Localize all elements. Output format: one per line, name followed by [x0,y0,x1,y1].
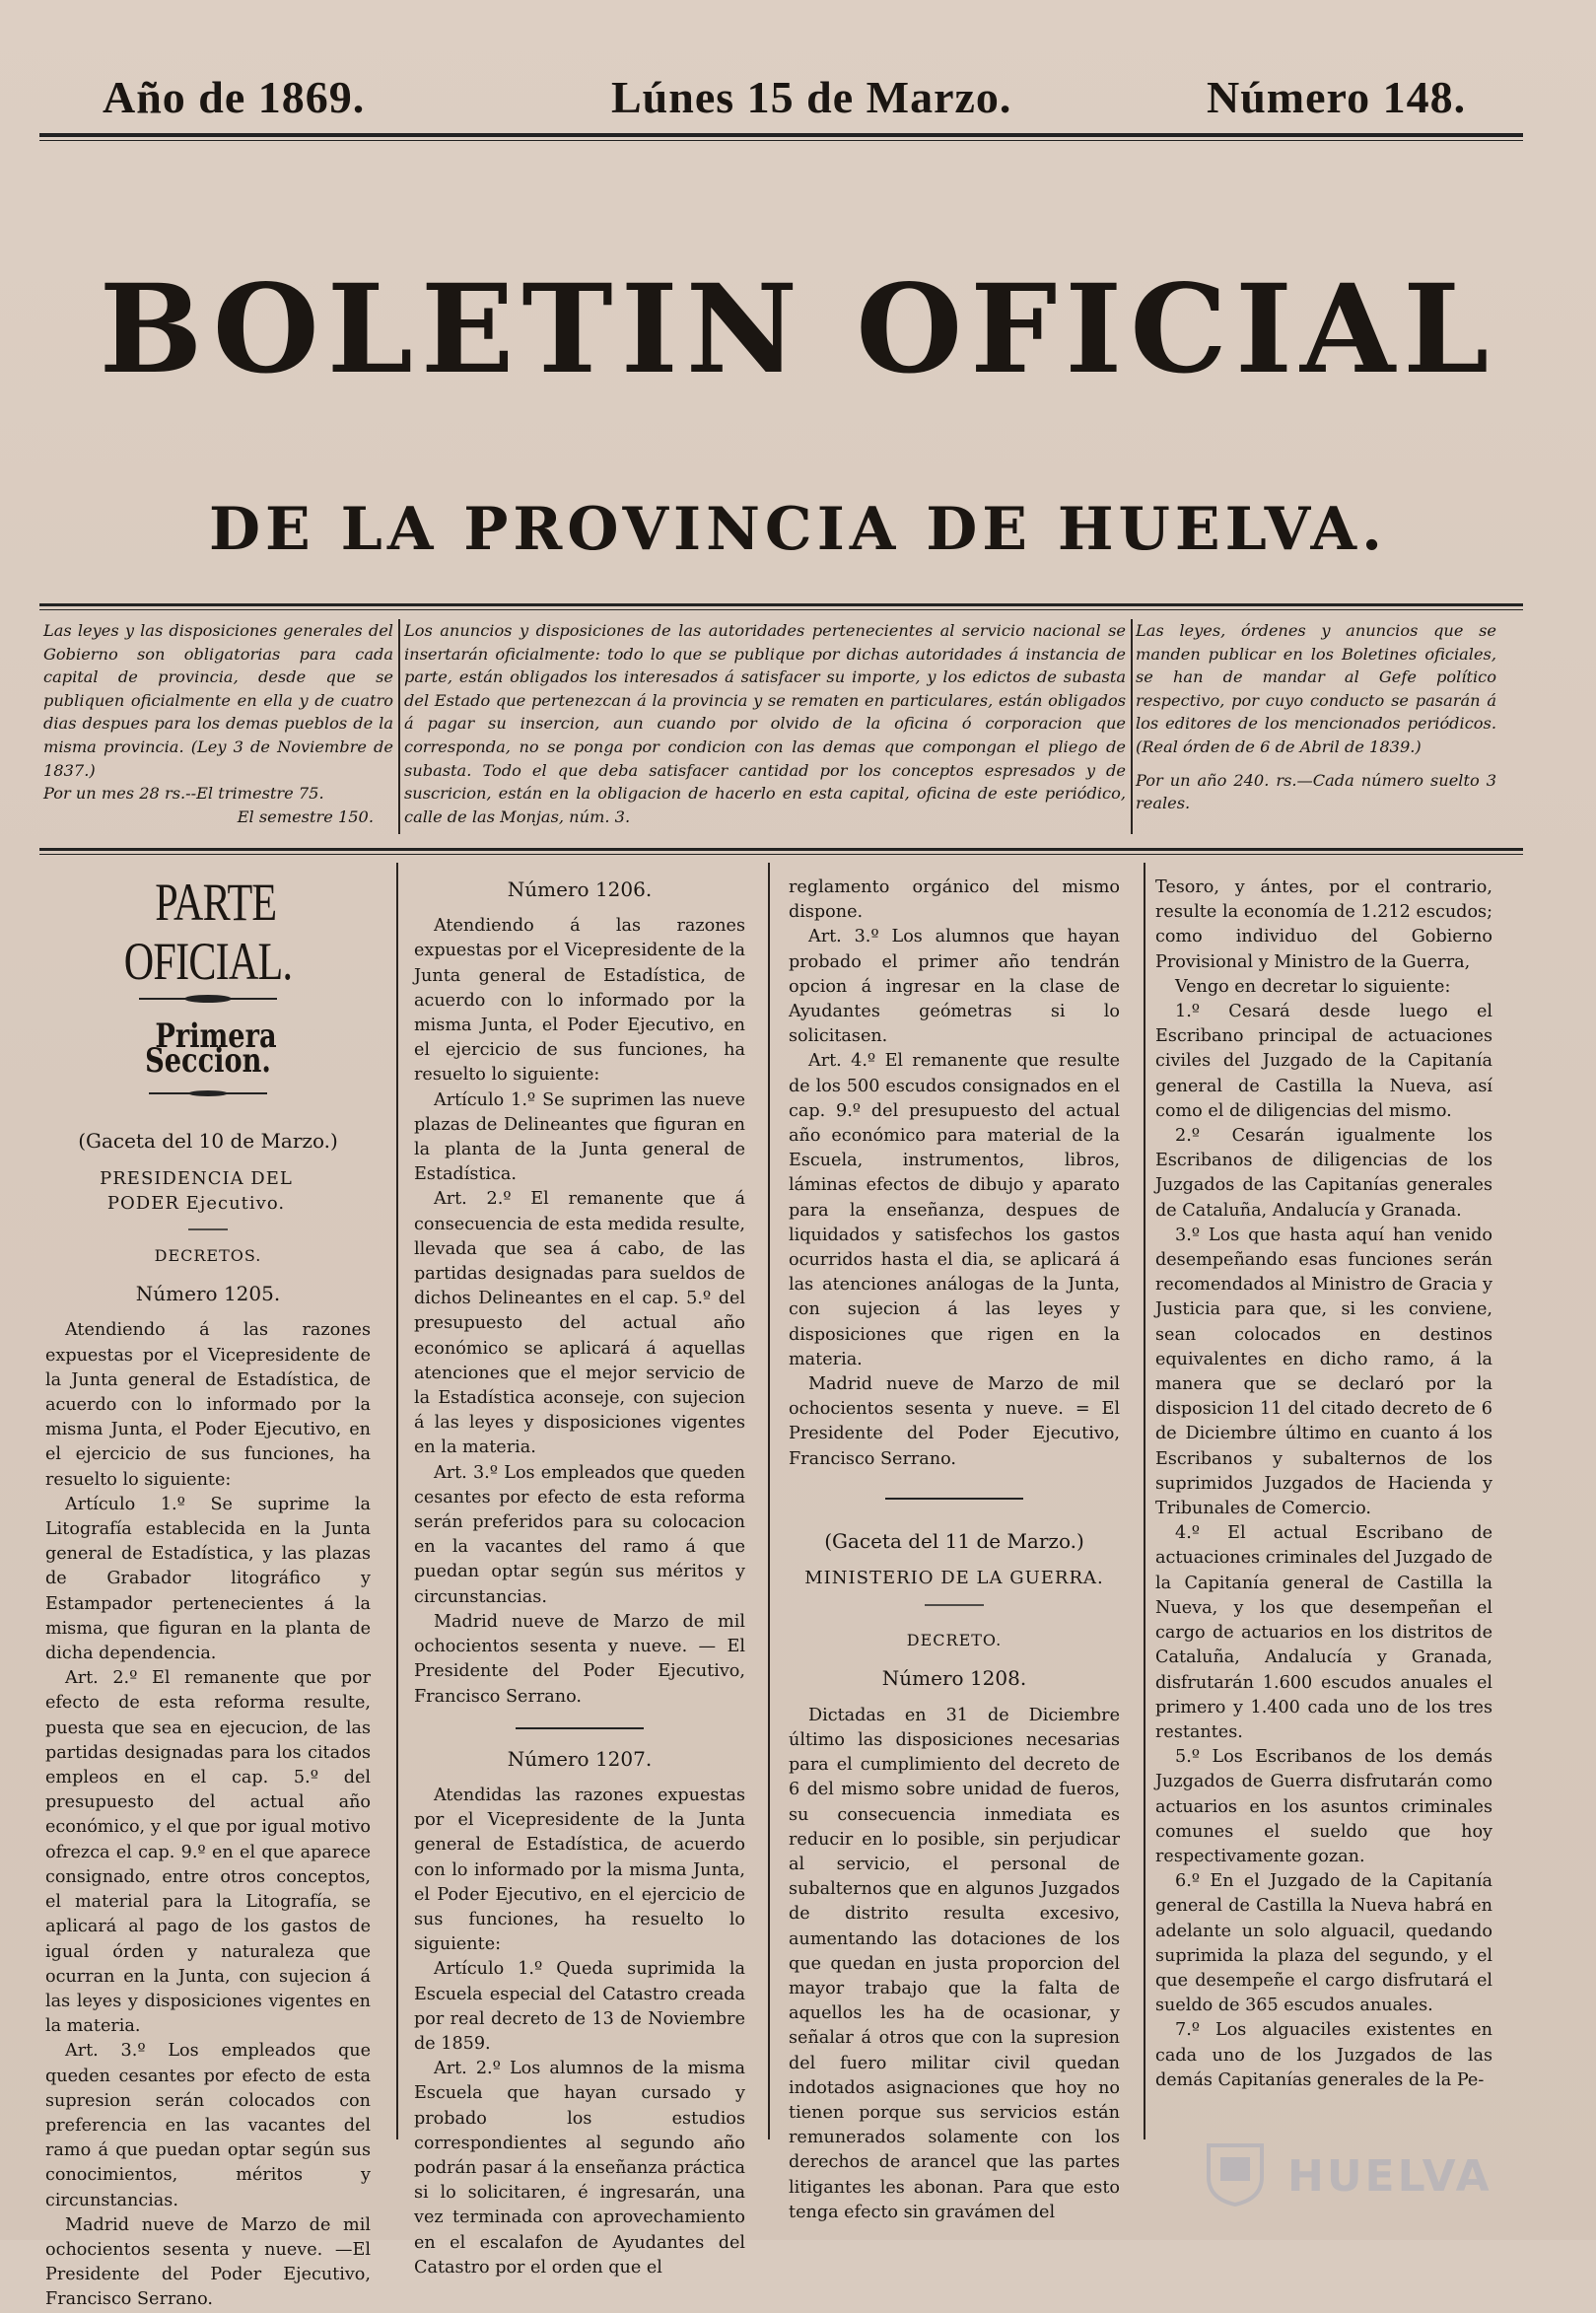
dateline [99,71,1467,130]
notice-left-price-month: Por un mes 28 rs.--El trimestre 75. [43,784,324,804]
header-rule-thin [39,140,1523,141]
masthead-rule [39,603,1523,606]
decree-paragraph: reglamento orgánico del mismo dispone. [789,877,1120,923]
decree-paragraph: Dictadas en 31 de Diciembre último las disposiciones necesarias para el cumplimiento del decreto de 6 del mismo sobre unidad de fueros, su consecuencia inmediata es reducir en lo posible, sin perjudicar al servicio, el personal de subalternos que en algunos Juzgados de distrito resulta excesivo, aumentando las dotaciones de los que quedan en justa proporcion del mayor trabajo que la falta de aquellos les ha de ocasionar, y señalar á otros que con la supresion del fuero militar civil quedan indotados asignaciones que hoy no tienen porque sus servicios están remunerados solamente con los derechos de arancel que las partes litigantes les abonan. Para que esto tenga efecto sin gravámen del [789,1705,1120,2222]
masthead-rule-thin [39,609,1523,610]
gaceta-date: (Gaceta del 10 de Marzo.) [78,1129,338,1154]
decree-number: Número 1208. [881,1666,1027,1691]
decree-number: Número 1207. [507,1746,653,1771]
notice-center-text: Los anuncios y disposiciones de las autoridades pertenecientes al servicio nacional se insertarán oficialmente: todo lo que se publique por dichas autoridades á instancia de parte, están obligados los interesados á satisfacer su importe, y los edictos de subasta del Estado que pertenezcan á la provincia y se rematen en particulares, están obligados á pagar su insercion, aun cuando por olvido de la oficina ó corporacion que corresponda, no se ponga por condicion con las demas que compongan el pliego de subasta. Todo el que deba satisfacer cantidad por los conceptos espresados y de suscricion, están en la obligacion de hacerlo en esta capital, oficina de este periódico, calle de las Monjas, núm. 3. [404,621,1126,826]
notice-right-price: Por un año 240. rs.—Cada número suelto 3 reales. [1136,770,1496,813]
decree-paragraph: Artículo 1.º Se suprime la Litografía establecida en la Junta general de Estadística, y las plazas de Grabador litográfico y Estampador pertenecientes á la misma, que figuran en la planta de dicha dependencia. [45,1494,371,1664]
column-3 [789,876,1120,2225]
decree-paragraph: Vengo en decretar lo siguiente: [1175,976,1451,997]
ornament-rule [188,1226,228,1233]
column-4 [1155,876,1492,2093]
notice-left [43,619,393,828]
notice-divider [1131,619,1133,834]
decree-paragraph: Art. 2.º Los alumnos de la misma Escuela que hayan cursado y probado los estudios correspondientes al segundo año podrán pasar á la enseñanza práctica si lo solicitaren, é ingresarán, una vez terminada con aprovechamiento en el escalafon de Ayudantes del Catastro por el orden que el [414,2059,745,2278]
decree-heading: DECRETOS. [154,1246,262,1266]
decree-paragraph: Atendiendo á las razones expuestas por el Vicepresidente de la Junta general de Estadística, de acuerdo con lo informado por la misma Junta, el Poder Ejecutivo, en el ejercicio de sus funciones, ha resuelto lo siguiente: [414,916,745,1086]
issue-number: Número 148. [1207,72,1467,122]
divider-rule [885,1494,1023,1504]
decree-paragraph: Art. 3.º Los empleados que queden cesantes por efecto de esta reforma serán preferidos para su colocacion en la vacantes del ramo á que puedan optar según sus méritos y circunstancias. [414,1462,745,1607]
decree-paragraph: 4.º El actual Escribano de actuaciones criminales del Juzgado de la Capitanía general de Castilla la Nueva, y los que desempeñan el cargo de actuarios en los distritos de Cataluña, Andalucía y Granada, disfrutarán 1.600 escudos anuales el primero y 1.400 cada uno de los tres restantes. [1155,1523,1492,1742]
decree-signature: Madrid nueve de Marzo de mil ochocientos sesenta y nueve. —El Presidente del Poder Ejecutivo, Francisco Serrano. [45,2214,371,2310]
header-rule [39,133,1523,137]
decree-paragraph: Art. 4.º El remanente que resulte de los 500 escudos consignados en el cap. 9.º del presupuesto del actual año económico para material de la Escuela, instrumentos, libros, láminas efectos de dibujo y aparato para la enseñanza, despues de liquidados y satisfechos los gastos ocurridos hasta el dia, se aplicará á las atenciones análogas de la Junta, con sujecion á las leyes y disposiciones que rigen en la materia. [789,1051,1120,1369]
column-divider [396,863,398,2139]
decree-paragraph: Artículo 1.º Se suprimen las nueve plazas de Delineantes que figuran en la planta de la Junta general de Estadística. [414,1089,745,1185]
notice-left-price-semester: El semestre 150. [237,806,374,826]
column-divider [1144,863,1145,2139]
notice-right-text: Las leyes, órdenes y anuncios que se manden publicar en los Boletines oficiales, se han de mandar al Gefe político respectivo, por cuyo conducto se pasarán á los editores de los mencionados periódicos. (Real órden de 6 de Abril de 1839.) [1136,621,1496,756]
decree-paragraph: Art. 2.º El remanente que á consecuencia de esta medida resulte, llevada que sea á cabo, de las partidas designadas para sueldos de dichos Delineantes en el cap. 5.º del presupuesto del actual año económico se aplicará á aquellas atenciones que el mejor servicio de la Estadística aconseje, con sujecion á las leyes y disposiciones vigentes en la materia. [414,1189,745,1458]
section-heading: PARTE OFICIAL. [123,873,293,991]
decree-heading: DECRETO. [906,1631,1003,1650]
department-heading: MINISTERIO DE LA GUERRA. [804,1568,1104,1589]
column-divider [768,863,770,2139]
decree-number: Número 1205. [135,1282,281,1306]
decree-paragraph: Art. 3.º Los empleados que queden cesantes por efecto de esta supresion serán colocados con preferencia en las vacantes del ramo á que puedan optar según sus conocimientos, méritos y circunstancias. [45,2041,371,2210]
masthead-subtitle: DE LA PROVINCIA DE HUELVA. [209,495,1387,564]
column-1 [45,873,371,2313]
decree-paragraph: 7.º Los alguaciles existentes en cada uno de los Juzgados de las demás Capitanías generales de la Pe- [1155,2020,1492,2090]
decree-paragraph: Art. 2.º El remanente que por efecto de esta reforma resulte, puesta que sea en ejecucion, de las partidas designadas para los citados empleos en el cap. 5.º del presupuesto del actual año económico, y el que por igual motivo ofrezca el cap. 9.º en el que aparece consignado, entre otros conceptos, el material para la Litografía, se aplicará al pago de los gastos de igual órden y naturaleza que ocurran en la Junta, con sujecion á las leyes y disposiciones vigentes en la materia. [45,1668,371,2037]
ornament-rule [925,1600,984,1610]
watermark-text: HUELVA [1287,2151,1492,2202]
masthead-title: BOLETIN OFICIAL [99,258,1497,401]
decree-signature: Madrid nueve de Marzo de mil ochocientos sesenta y nueve. = El Presidente del Poder Ejecutivo, Francisco Serrano. [789,1374,1120,1469]
notice-rule [39,848,1523,851]
notice-left-text: Las leyes y las disposiciones generales del Gobierno son obligatorias para cada capital de provincia, desde que se publiquen oficialmente en ella y de cuatro dias despues para los demas pueblos de la misma provincia. (Ley 3 de Noviembre de 1837.) [43,621,393,780]
library-watermark [1201,2139,1526,2208]
notice-right [1136,619,1496,815]
decree-signature: Madrid nueve de Marzo de mil ochocientos sesenta y nueve. — El Presidente del Poder Ejecutivo, Francisco Serrano. [414,1611,745,1707]
decree-paragraph: 2.º Cesarán igualmente los Escribanos de diligencias de los Juzgados de las Capitanías generales de Cataluña, Andalucía y Granada. [1155,1126,1492,1221]
notice-divider [398,619,400,834]
ornament-rule [139,991,277,1007]
shield-icon [1201,2139,1270,2208]
gaceta-date: (Gaceta del 11 de Marzo.) [824,1528,1084,1553]
ornament-rule [149,1086,267,1101]
decree-paragraph: 6.º En el Juzgado de la Capitanía general de Castilla la Nueva habrá en adelante un solo alguacil, quedando suprimida la plaza del segundo, y el que desempeñe el cargo disfrutará el sueldo de 365 escudos anuales. [1155,1871,1492,2016]
date-label: Lúnes 15 de Marzo. [611,72,1012,122]
decree-paragraph: 3.º Los que hasta aquí han venido desempeñando esas funciones serán recomendados al Ministro de Gracia y Justicia para que, si les conviene, sean colocados en destinos equivalentes en dicho ramo, á la manera que se declaró por la disposicion 11 del citado decreto de 6 de Diciembre último en cuanto á los Escribanos y subalternos de los suprimidos Juzgados de Hacienda y Tribunales de Comercio. [1155,1225,1492,1519]
decree-paragraph: Art. 3.º Los alumnos que hayan probado el primer año tendrán opcion á ingresar en la clase de Ayudantes geómetras si lo solicitasen. [789,927,1120,1047]
decree-paragraph: Atendidas las razones expuestas por el Vicepresidente de la Junta general de Estadística, de acuerdo con lo informado por la misma Junta, el Poder Ejecutivo, en el ejercicio de sus funciones, ha resuelto lo siguiente: [414,1785,745,1955]
notice-rule-thin [39,854,1523,855]
decree-paragraph: 1.º Cesará desde luego el Escribano principal de actuaciones civiles del Juzgado de la Capitanía general de Castilla la Nueva, así como el de diligencias del mismo. [1155,1002,1492,1121]
notice-center [404,619,1126,828]
divider-rule [516,1723,644,1733]
department-heading: PRESIDENCIA DEL PODER Ejecutivo. [100,1167,293,1214]
decree-number: Número 1206. [507,877,653,901]
subsection-heading: Primera Seccion. [145,1016,277,1082]
year-label: Año de 1869. [103,72,366,122]
decree-paragraph: Tesoro, y ántes, por el contrario, resulte la economía de 1.212 escudos; como individuo del Gobierno Provisional y Ministro de la Guerra, [1155,877,1492,972]
decree-paragraph: Artículo 1.º Queda suprimida la Escuela especial del Catastro creada por real decreto de 13 de Noviembre de 1859. [414,1959,745,2054]
column-2 [414,877,745,2280]
decree-paragraph: 5.º Los Escribanos de los demás Juzgados de Guerra disfrutarán como actuarios en los asuntos criminales comunes el sueldo que hoy respectivamente gozan. [1155,1747,1492,1866]
decree-paragraph: Atendiendo á las razones expuestas por el Vicepresidente de la Junta general de Estadística, de acuerdo con lo informado por la misma Junta, el Poder Ejecutivo, en el ejercicio de sus funciones, ha resuelto lo siguiente: [45,1320,371,1490]
